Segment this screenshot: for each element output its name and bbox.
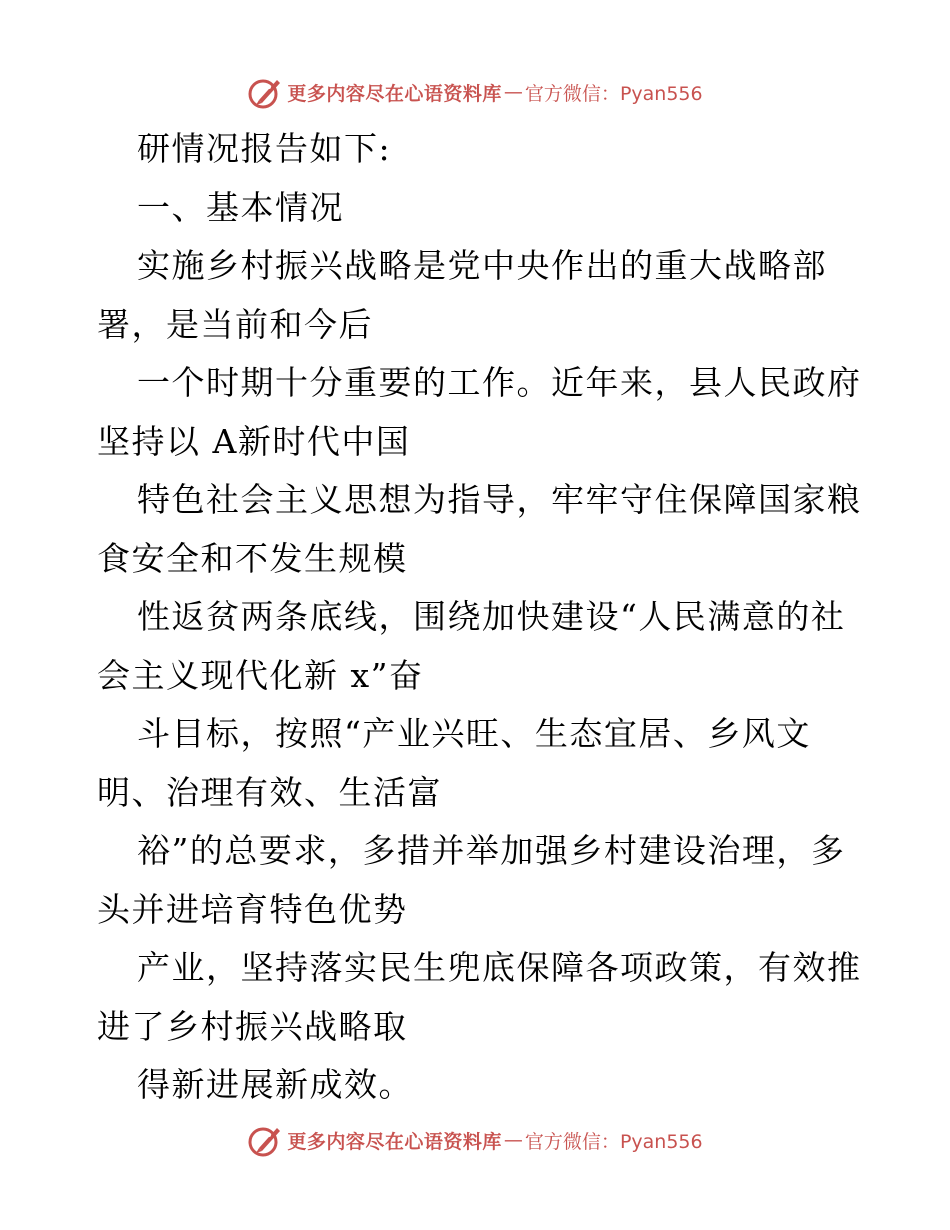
footer-banner <box>0 1118 950 1162</box>
header-banner <box>0 70 950 114</box>
text-line: 食安全和不发生规模 <box>97 538 408 578</box>
banner-separator: — <box>503 1129 523 1151</box>
banner-separator: — <box>503 81 523 103</box>
banner-contact-label: 官方微信： <box>524 1130 620 1153</box>
banner-text: 更多内容尽在心语资料库 <box>287 82 502 105</box>
text-line: 研情况报告如下: <box>137 129 392 168</box>
text-line: 会主义现代化新 x”奋 <box>97 655 424 695</box>
banner-contact-label: 官方微信： <box>524 82 620 105</box>
quill-pen-logo-icon <box>247 1122 283 1158</box>
text-line: 坚持以 A新时代中国 <box>97 421 411 461</box>
document-body <box>97 120 862 1115</box>
banner-contact <box>525 1127 703 1154</box>
banner-contact-handle: Pyan556 <box>619 1130 703 1153</box>
text-line: 头并进培育特色优势 <box>97 889 408 929</box>
banner-contact <box>525 79 703 106</box>
text-line: 裕”的总要求，多措并举加强乡村建设治理，多 <box>137 831 846 870</box>
text-line: 明、治理有效、生活富 <box>97 772 442 812</box>
text-line: 性返贫两条底线，围绕加快建设“人民满意的社 <box>137 597 846 636</box>
text-line: 特色社会主义思想为指导，牢牢守住保障国家粮 <box>137 480 862 519</box>
text-line: 进了乡村振兴战略取 <box>97 1006 408 1046</box>
banner-contact-handle: Pyan556 <box>619 82 703 105</box>
banner-content <box>247 1122 702 1158</box>
banner-text: 更多内容尽在心语资料库 <box>287 1130 502 1153</box>
text-line: 署，是当前和今后 <box>97 304 373 344</box>
section-heading: 一、基本情况 <box>137 187 344 227</box>
text-line: 得新进展新成效。 <box>137 1065 413 1104</box>
banner-content <box>247 74 702 110</box>
text-line: 一个时期十分重要的工作。近年来，县人民政府 <box>137 363 862 402</box>
quill-pen-logo-icon <box>247 74 283 110</box>
text-line: 产业，坚持落实民生兜底保障各项政策，有效推 <box>137 948 862 987</box>
text-line: 实施乡村振兴战略是党中央作出的重大战略部 <box>137 246 827 285</box>
text-line: 斗目标，按照“产业兴旺、生态宜居、乡风文 <box>137 714 811 753</box>
